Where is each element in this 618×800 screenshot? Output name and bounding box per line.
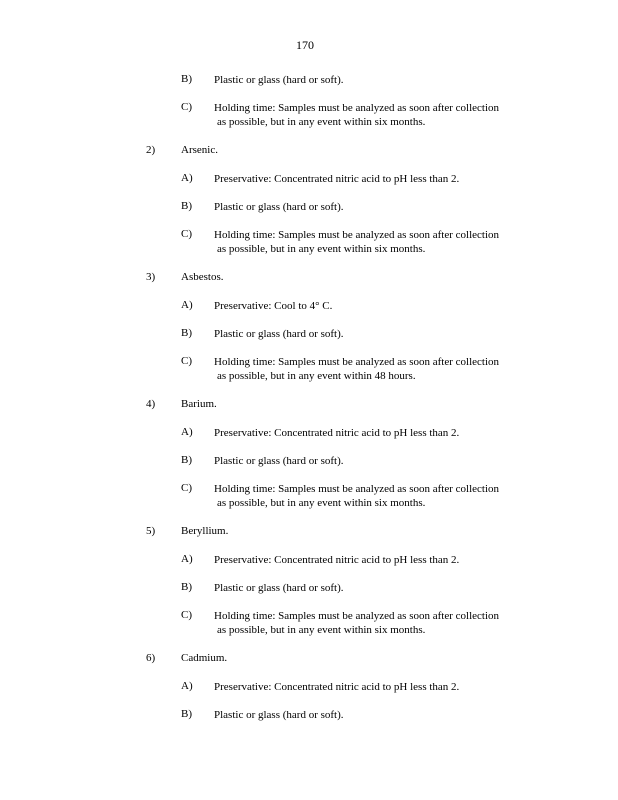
item-letter: A) (181, 553, 193, 565)
list-item (0, 299, 618, 327)
item-letter: C) (181, 609, 192, 621)
list-item (0, 553, 618, 581)
item-text: Holding time: Samples must be analyzed as soon after collection as possible, but in any event within 48 hours. (214, 356, 500, 382)
list-item (0, 426, 618, 454)
section-number: 3) (146, 271, 156, 283)
item-letter: C) (181, 355, 192, 367)
item-letter: A) (181, 426, 193, 438)
item-letter: C) (181, 101, 192, 113)
list-item (0, 482, 618, 525)
list-item (0, 355, 618, 398)
item-letter: B) (181, 454, 192, 466)
section-title: Asbestos. (181, 271, 224, 283)
page-number: 170 (296, 38, 314, 52)
section-asbestos (0, 271, 618, 398)
item-letter: B) (181, 327, 192, 339)
section-number: 6) (146, 652, 156, 664)
item-text: Plastic or glass (hard or soft). (214, 328, 344, 340)
section-number: 5) (146, 525, 156, 537)
item-text: Plastic or glass (hard or soft). (214, 582, 344, 594)
list-item (0, 581, 618, 609)
section-beryllium (0, 525, 618, 652)
item-letter: B) (181, 200, 192, 212)
item-text: Holding time: Samples must be analyzed as soon after collection as possible, but in any event within six months. (214, 483, 500, 509)
list-item (0, 454, 618, 482)
item-text: Holding time: Samples must be analyzed as soon after collection as possible, but in any event within six months. (214, 102, 500, 128)
item-text: Plastic or glass (hard or soft). (214, 709, 344, 721)
section-cadmium (0, 652, 618, 736)
item-text: Preservative: Cool to 4° C. (214, 300, 333, 312)
list-item (0, 680, 618, 708)
section-title: Arsenic. (181, 144, 218, 156)
list-item (0, 327, 618, 355)
item-text: Preservative: Concentrated nitric acid to pH less than 2. (214, 427, 460, 439)
item-text: Preservative: Concentrated nitric acid to pH less than 2. (214, 681, 460, 693)
section-title: Barium. (181, 398, 217, 410)
item-letter: C) (181, 228, 192, 240)
section-arsenic (0, 144, 618, 271)
item-letter: B) (181, 581, 192, 593)
list-item (0, 172, 618, 200)
continued-item-c (0, 101, 618, 144)
list-item (0, 200, 618, 228)
item-letter: C) (181, 482, 192, 494)
section-title: Cadmium. (181, 652, 228, 664)
list-item (0, 609, 618, 652)
list-item (0, 708, 618, 736)
item-text: Preservative: Concentrated nitric acid to pH less than 2. (214, 173, 460, 185)
item-letter: B) (181, 73, 192, 85)
item-text: Plastic or glass (hard or soft). (214, 74, 344, 86)
section-title: Beryllium. (181, 525, 229, 537)
list-item (0, 228, 618, 271)
item-letter: B) (181, 708, 192, 720)
continued-item-b (0, 73, 618, 101)
item-text: Plastic or glass (hard or soft). (214, 455, 344, 467)
item-text: Holding time: Samples must be analyzed as soon after collection as possible, but in any event within six months. (214, 229, 500, 255)
item-text: Plastic or glass (hard or soft). (214, 201, 344, 213)
section-number: 2) (146, 144, 156, 156)
item-text: Preservative: Concentrated nitric acid to pH less than 2. (214, 554, 460, 566)
document-body (0, 73, 618, 736)
section-barium (0, 398, 618, 525)
item-letter: A) (181, 299, 193, 311)
item-text: Holding time: Samples must be analyzed as soon after collection as possible, but in any event within six months. (214, 610, 500, 636)
section-number: 4) (146, 398, 156, 410)
item-letter: A) (181, 172, 193, 184)
item-letter: A) (181, 680, 193, 692)
